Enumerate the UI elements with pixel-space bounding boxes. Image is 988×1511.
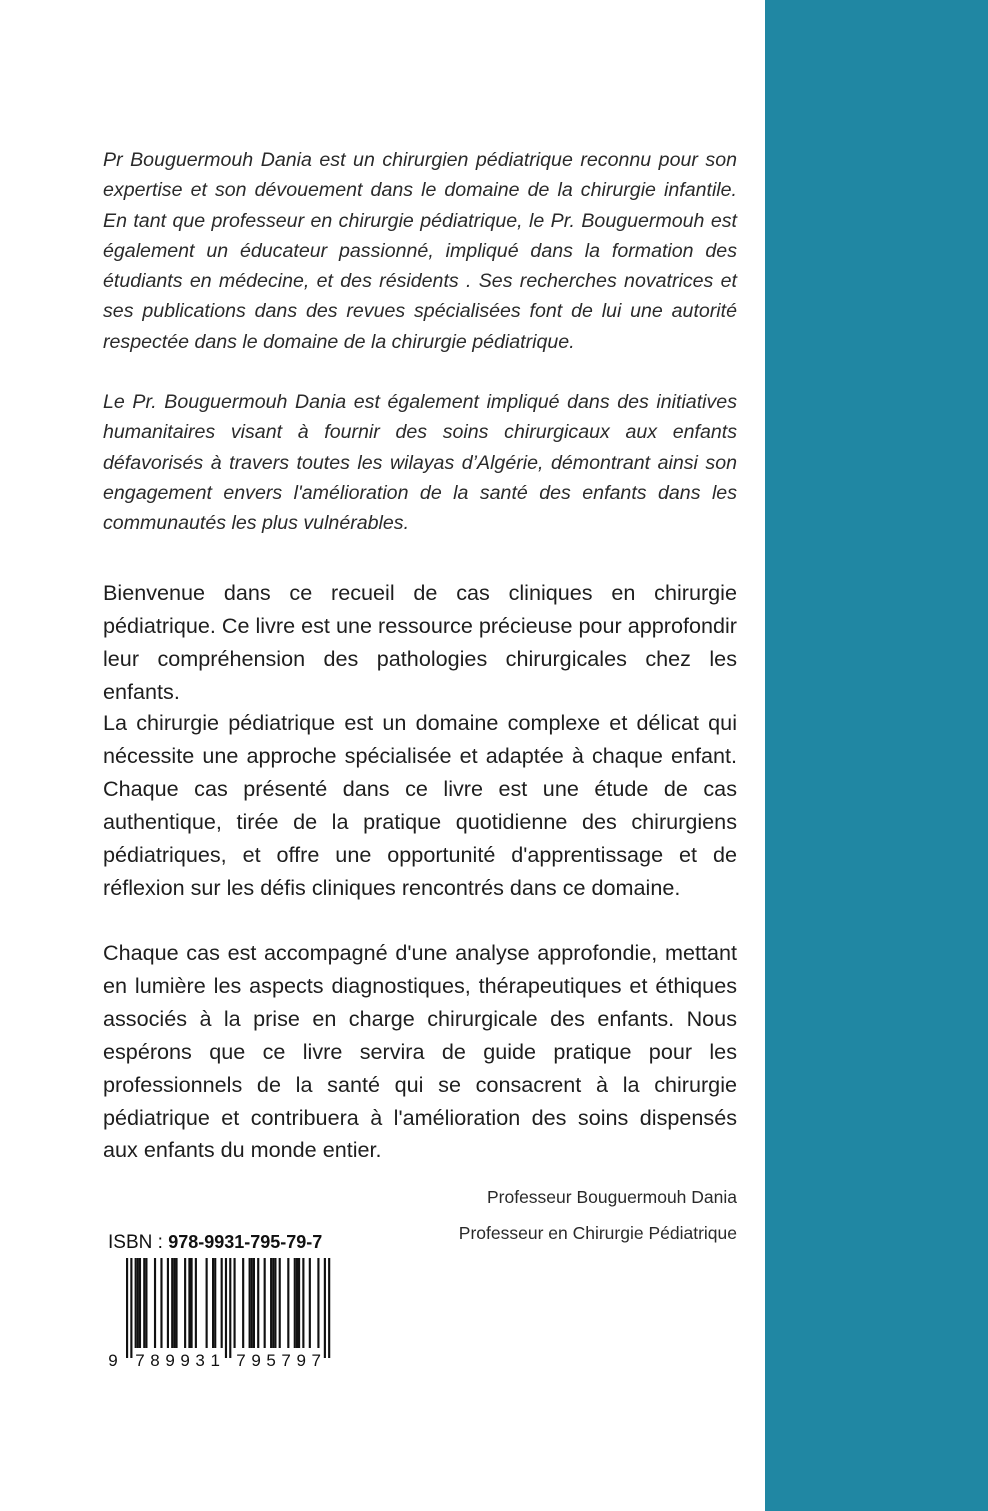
barcode-bar <box>160 1258 162 1348</box>
barcode-bar <box>264 1258 266 1348</box>
signature-title: Professeur en Chirurgie Pédiatrique <box>458 1223 737 1243</box>
barcode-bar <box>296 1258 298 1348</box>
barcode-bars <box>126 1258 330 1358</box>
barcode-bar <box>270 1258 272 1348</box>
barcode-bar <box>184 1258 186 1348</box>
barcode-bar <box>328 1258 330 1358</box>
barcode-bar <box>173 1258 175 1348</box>
summary-paragraph-2: La chirurgie pédiatrique est un domaine complexe et délicat qui nécessite une approche spécialisée et adaptée à chaque enfant. Chaque cas présenté dans ce livre est une étude de cas authentique, tirée de la pratique quotidienne des chirurgiens pédiatriques, et offre une opportunité d'apprentissage et de réflexion sur les défis cliniques rencontrés dans ce domaine. <box>103 710 737 900</box>
barcode-bar <box>253 1258 255 1348</box>
barcode-digit: 9 <box>108 1351 118 1370</box>
isbn-label: ISBN : <box>108 1232 163 1253</box>
summary-paragraph-3: Chaque cas est accompagné d'une analyse approfondie, mettant en lumière les aspects diagnostiques, thérapeutiques et éthiques associés à la prise en charge chirurgicale des enfants. Nous espérons que ce livre servira de guide pratique pour les professionnels de la santé qui se consacrent à la chirurgie pédiatrique et contribuera à l'amélioration des soins dispensés aux enfants du monde entier. <box>103 940 737 1163</box>
barcode-digit: 9 <box>165 1351 175 1370</box>
author-bio-paragraph-1: Pr Bouguermouh Dania est un chirurgien pédiatrique reconnu pour son expertise et son dévouement dans le domaine de la chirurgie infantile. En tant que professeur en chirurgie pédiatrique, le Pr. Bouguermouh est également un éducateur passionné, impliqué dans la formation des étudiants en médecine, et des résidents . Ses recherches novatrices et ses publications dans des revues spécialisées font de lui une autorité respectée dans le domaine de la chirurgie pédiatrique. <box>103 149 737 353</box>
barcode-bar <box>309 1258 311 1348</box>
barcode-digit: 8 <box>150 1351 160 1370</box>
barcode-digit: 7 <box>281 1351 291 1370</box>
barcode-bar <box>272 1258 274 1348</box>
barcode-bar <box>225 1258 227 1358</box>
barcode-bar <box>294 1258 296 1348</box>
barcode-bar <box>206 1258 208 1348</box>
barcode-digit: 5 <box>266 1351 276 1370</box>
barcode-bar <box>195 1258 197 1348</box>
isbn-number: 978-9931-795-79-7 <box>168 1232 323 1252</box>
barcode-digit: 9 <box>296 1351 306 1370</box>
barcode-bar <box>249 1258 251 1348</box>
barcode-digit: 9 <box>251 1351 261 1370</box>
barcode-bar <box>279 1258 281 1348</box>
barcode-bar <box>324 1258 326 1358</box>
barcode-bar <box>257 1258 259 1348</box>
barcode-digit: 7 <box>236 1351 246 1370</box>
barcode-digit: 3 <box>195 1351 205 1370</box>
barcode-bar <box>274 1258 276 1348</box>
barcode-bar <box>287 1258 289 1348</box>
barcode-bar <box>298 1258 300 1348</box>
barcode-digits <box>108 1351 321 1370</box>
barcode-bar <box>135 1258 137 1348</box>
isbn-barcode <box>105 1258 345 1370</box>
barcode-bar <box>167 1258 169 1348</box>
barcode-bar <box>130 1258 132 1358</box>
barcode-bar <box>242 1258 244 1348</box>
barcode-bar <box>175 1258 177 1348</box>
barcode-digit: 7 <box>135 1351 145 1370</box>
barcode-digit: 7 <box>311 1351 322 1370</box>
barcode-bar <box>251 1258 253 1348</box>
barcode-bar <box>229 1258 231 1358</box>
barcode-digit: 9 <box>180 1351 190 1370</box>
barcode-bar <box>212 1258 214 1348</box>
author-bio-paragraph-2: Le Pr. Bouguermouh Dania est également impliqué dans des initiatives humanitaires visant à fournir des soins chirurgicaux aux enfants défavorisés à travers toutes les wilayas d’Algérie, démontrant ainsi son engagement envers l'amélioration de la santé des enfants dans les communautés les plus vulnérables. <box>103 391 737 534</box>
barcode-bar <box>234 1258 236 1348</box>
barcode-bar <box>191 1258 193 1348</box>
isbn-line <box>108 1232 322 1254</box>
barcode-bar <box>221 1258 223 1348</box>
barcode-bar <box>214 1258 216 1348</box>
summary-paragraph-1: Bienvenue dans ce recueil de cas cliniques en chirurgie pédiatrique. Ce livre est une ressource précieuse pour approfondir leur compréhension des pathologies chirurgicales chez les enfants. <box>103 580 737 704</box>
cover-spine-band <box>765 0 988 1511</box>
signature-name: Professeur Bouguermouh Dania <box>486 1187 737 1207</box>
barcode-bar <box>154 1258 156 1348</box>
barcode-bar <box>171 1258 173 1348</box>
barcode-bar <box>302 1258 304 1348</box>
barcode-digit: 1 <box>210 1351 220 1370</box>
barcode-bar <box>126 1258 128 1358</box>
barcode-bar <box>143 1258 145 1348</box>
barcode-bar <box>139 1258 141 1348</box>
barcode-bar <box>188 1258 190 1348</box>
barcode-bar <box>137 1258 139 1348</box>
barcode-bar <box>145 1258 147 1348</box>
barcode-bar <box>317 1258 319 1348</box>
